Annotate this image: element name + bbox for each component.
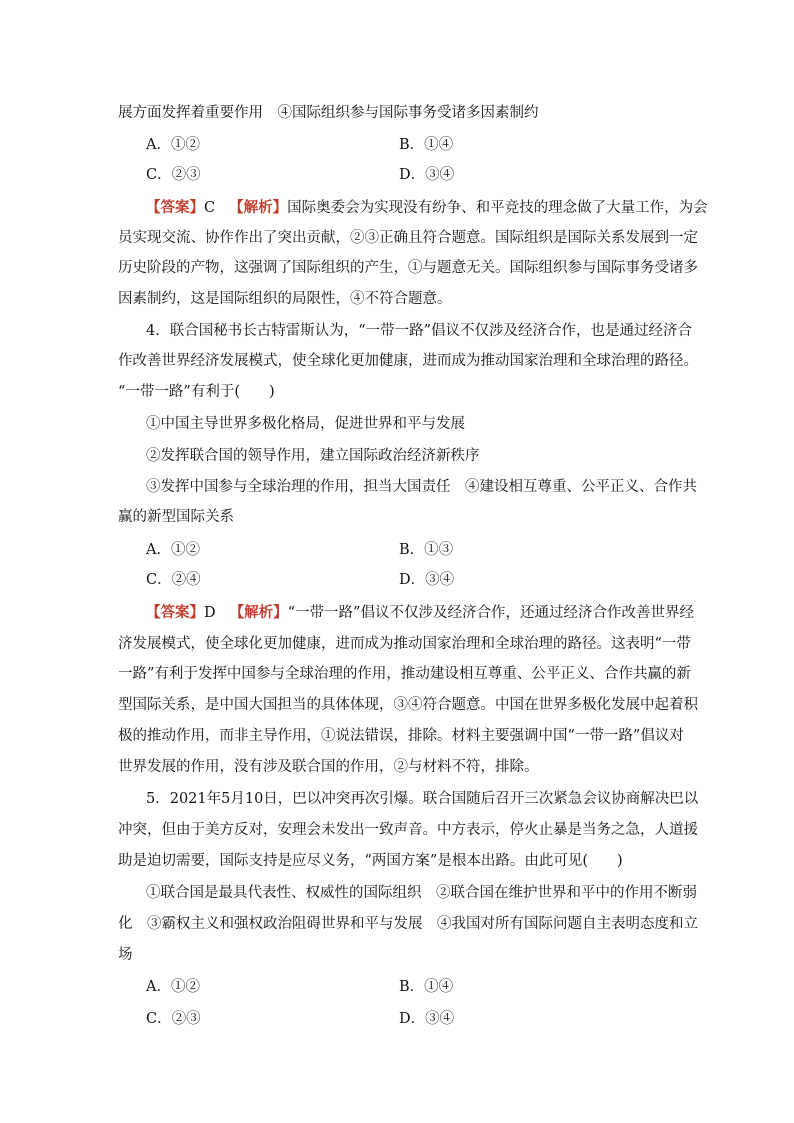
- q4-answer-line: [146, 603, 694, 623]
- q5-option-b: B．①④: [399, 979, 454, 995]
- q4-analysis-line-5: 极的推动作用，而非主导作用，①说法错误，排除。材料主要强调中国“一带一路”倡议对: [118, 728, 684, 744]
- q3-analysis-line-2: 员实现交流、协作作出了突出贡献，②③正确且符合题意。国际组织是国际关系发展到一定: [118, 230, 698, 246]
- q3-option-d: D．③④: [399, 167, 455, 183]
- q4-item-3-cont: 赢的新型国际关系: [118, 509, 234, 525]
- q3-option-b: B．①④: [399, 137, 454, 153]
- q4-item-3: ③发挥中国参与全球治理的作用，担当大国责任 ④建设相互尊重、公平正义、合作共: [146, 479, 697, 495]
- q4-stem-line-2: 作改善世界经济发展模式，使全球化更加健康，进而成为推动国家治理和全球治理的路径。: [118, 353, 698, 369]
- q4-analysis-line-6: 世界发展的作用，没有涉及联合国的作用，②与材料不符，排除。: [118, 759, 539, 775]
- q4-analysis-line-1: “一带一路”倡议不仅涉及经济合作，还通过经济合作改善世界经: [287, 605, 694, 621]
- q3-stem-tail: 展方面发挥着重要作用 ④国际组织参与国际事务受诸多因素制约: [118, 105, 539, 121]
- q4-analysis-line-3: 一路”有利于发挥中国参与全球治理的作用，推动建设相互尊重、公平正义、合作共赢的新: [118, 666, 691, 682]
- q5-option-a: A．①②: [146, 979, 200, 995]
- q4-option-d: D．③④: [399, 572, 455, 588]
- q3-analysis-tag: 【解析】: [229, 199, 288, 216]
- q3-option-a: A．①②: [146, 137, 200, 153]
- q5-item-1-cont-2: 场: [118, 947, 133, 963]
- q5-stem-line-2: 冲突，但由于美方反对，安理会未发出一致声音。中方表示，停火止暴是当务之急，人道援: [118, 822, 698, 838]
- q4-answer-tag: 【答案】: [146, 604, 204, 621]
- q5-item-1-cont: 化 ③霸权主义和强权政治阻碍世界和平与发展 ④我国对所有国际问题自主表明态度和立: [118, 916, 698, 932]
- q3-answer-value: C: [204, 200, 216, 216]
- q3-analysis-line-1: 国际奥委会为实现没有纷争、和平竞技的理念做了大量工作，为会: [287, 200, 708, 216]
- q3-answer-line: [146, 198, 708, 218]
- q5-option-c: C．②③: [146, 1011, 201, 1027]
- q4-option-c: C．②④: [146, 572, 201, 588]
- q4-item-1: ①中国主导世界多极化格局，促进世界和平与发展: [146, 416, 465, 432]
- q3-answer-tag: 【答案】: [146, 199, 204, 216]
- q5-stem-line-3: 助是迫切需要，国际支持是应尽义务，“两国方案”是根本出路。由此可见( ): [118, 853, 623, 869]
- q5-stem-line-1: 5．2021年5月10日，巴以冲突再次引爆。联合国随后召开三次紧急会议协商解决巴以: [146, 791, 699, 807]
- q5-item-1: ①联合国是最具代表性、权威性的国际组织 ②联合国在维护世界和平中的作用不断弱: [146, 885, 697, 901]
- q4-item-2: ②发挥联合国的领导作用，建立国际政治经济新秩序: [146, 448, 480, 464]
- q5-option-d: D．③④: [399, 1011, 455, 1027]
- q4-analysis-tag: 【解析】: [229, 604, 288, 621]
- q3-option-c: C．②③: [146, 167, 201, 183]
- q4-analysis-line-4: 型国际关系，是中国大国担当的具体体现，③④符合题意。中国在世界多极化发展中起着积: [118, 697, 698, 713]
- q4-option-b: B．①③: [399, 542, 454, 558]
- q4-option-a: A．①②: [146, 542, 200, 558]
- q4-analysis-line-2: 济发展模式，使全球化更加健康，进而成为推动国家治理和全球治理的路径。这表明“一带: [118, 636, 691, 652]
- q3-analysis-line-4: 因素制约，这是国际组织的局限性，④不符合题意。: [118, 291, 452, 307]
- q3-analysis-line-3: 历史阶段的产物，这强调了国际组织的产生，①与题意无关。国际组织参与国际事务受诸多: [118, 260, 698, 276]
- q4-stem-line-3: “一带一路”有利于( ): [118, 384, 275, 400]
- q4-stem-line-1: 4．联合国秘书长古特雷斯认为，“一带一路”倡议不仅涉及经济合作，也是通过经济合: [146, 323, 693, 339]
- q4-answer-value: D: [204, 605, 216, 621]
